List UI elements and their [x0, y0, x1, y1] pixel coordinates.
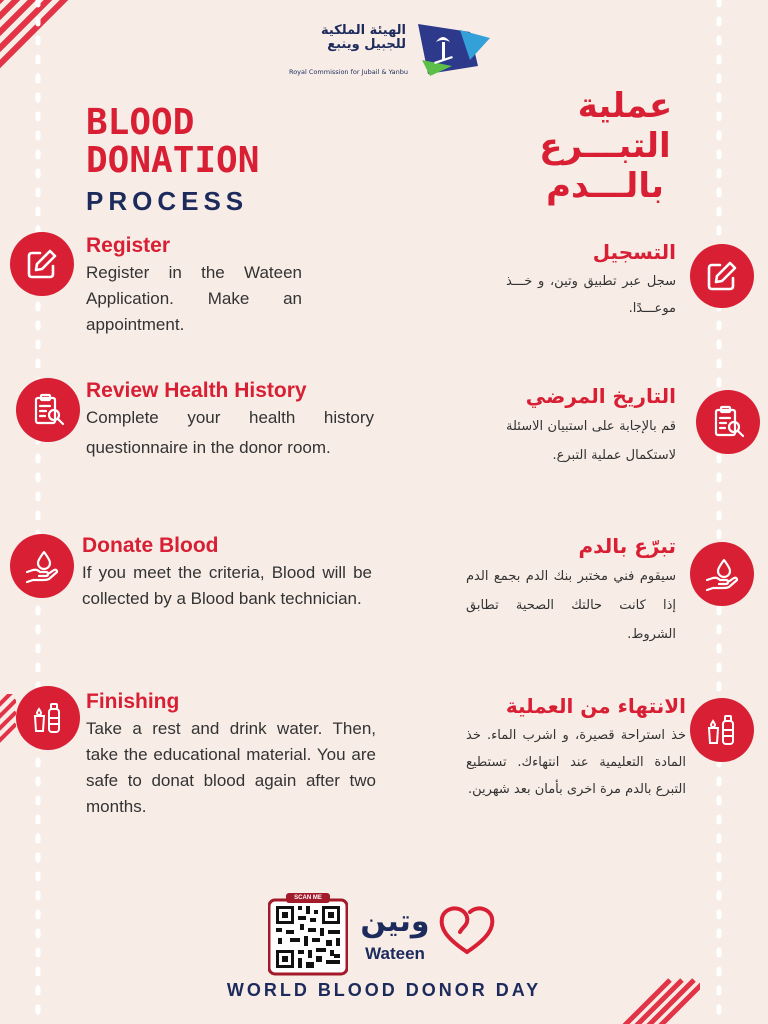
step-finishing-en [86, 690, 376, 820]
hand-drop-icon [24, 548, 60, 584]
heart-icon [438, 904, 496, 956]
step-finishing-ar [466, 694, 686, 803]
org-name-ar-line2: للجبيل وينبع [327, 37, 406, 52]
step-register-ar [506, 240, 676, 322]
title-en-line3: PROCESS [86, 186, 249, 216]
step-text: خذ استراحة قصيرة، و اشرب الماء. خذ المادة التعليمية عند انتهاءك. تستطيع التبرع بالدم مرة اخرى بأمان بعد شهرين. [466, 728, 686, 797]
finishing-icon-circle [16, 686, 80, 750]
hand-drop-icon [704, 556, 740, 592]
dotted-line-right-decoration [716, 0, 722, 1024]
step-title: Finishing [86, 690, 180, 713]
health-history-ar-icon-circle [696, 390, 760, 454]
wateen-arabic: وتين [360, 904, 430, 939]
donate-blood-ar-icon-circle [690, 542, 754, 606]
qr-code-frame [268, 892, 348, 976]
step-title: Donate Blood [82, 534, 219, 557]
register-icon-circle [10, 232, 74, 296]
step-title: تبرّع بالدم [578, 534, 676, 558]
org-name-arabic [276, 24, 406, 52]
royal-commission-emblem-icon [412, 20, 492, 78]
step-register-en [86, 234, 302, 338]
step-text: سجل عبر تطبيق وتين، و خـــذ موعـــدًا. [506, 274, 676, 316]
step-title: Register [86, 234, 171, 257]
qr-code[interactable] [268, 892, 348, 976]
title-ar-line3: بالـــدم [546, 166, 664, 206]
step-text: قم بالإجابة على استبيان الاسئلة لاستكمال عملية التبرع. [506, 419, 676, 463]
title-english [86, 104, 259, 220]
step-text: Complete your health history questionnaire in the donor room. [86, 408, 374, 457]
clipboard-search-icon [710, 404, 746, 440]
step-title: التاريخ المرضي [525, 384, 676, 408]
title-en-line2: DONATION [86, 140, 260, 181]
org-name-ar-line1: الهيئة الملكية [320, 23, 406, 38]
bottles-icon [30, 700, 66, 736]
title-arabic [520, 86, 690, 206]
step-title: التسجيل [592, 240, 676, 264]
step-title: الانتهاء من العملية [505, 694, 686, 718]
bottles-icon [704, 712, 740, 748]
stripes-left-side-decoration [0, 694, 16, 754]
wateen-english: Wateen [365, 944, 425, 963]
step-donate-blood-ar [466, 534, 676, 649]
finishing-ar-icon-circle [690, 698, 754, 762]
step-donate-blood-en [82, 534, 372, 612]
wateen-logo [354, 900, 504, 970]
register-ar-icon-circle [690, 244, 754, 308]
step-text: Register in the Wateen Application. Make an appointment. [86, 263, 302, 334]
title-ar-line1: عملية [577, 86, 673, 126]
step-health-history-en [86, 379, 374, 463]
dotted-line-left-decoration [35, 0, 41, 1024]
step-health-history-ar [506, 384, 676, 470]
org-name-english: Royal Commission for Jubail & Yanbu [288, 68, 408, 76]
health-history-icon-circle [16, 378, 80, 442]
step-title: Review Health History [86, 379, 307, 402]
title-ar-line2: التبـــرع [539, 126, 671, 166]
step-text: If you meet the criteria, Blood will be collected by a Blood bank technician. [82, 563, 372, 608]
edit-icon [704, 258, 740, 294]
title-en-line1: BLOOD [86, 102, 195, 143]
world-blood-donor-day-title: WORLD BLOOD DONOR DAY [226, 980, 542, 1000]
scan-me-label: SCAN ME [294, 895, 322, 901]
step-text: Take a rest and drink water. Then, take the educational material. You are safe to donat blood again after two months. [86, 719, 376, 816]
royal-commission-logo [276, 20, 496, 80]
clipboard-search-icon [30, 392, 66, 428]
donate-blood-icon-circle [10, 534, 74, 598]
edit-icon [24, 246, 60, 282]
step-text: سيقوم فني مختبر بنك الدم بجمع الدم إذا كانت حالتك الصحية تطابق الشروط. [466, 569, 676, 642]
